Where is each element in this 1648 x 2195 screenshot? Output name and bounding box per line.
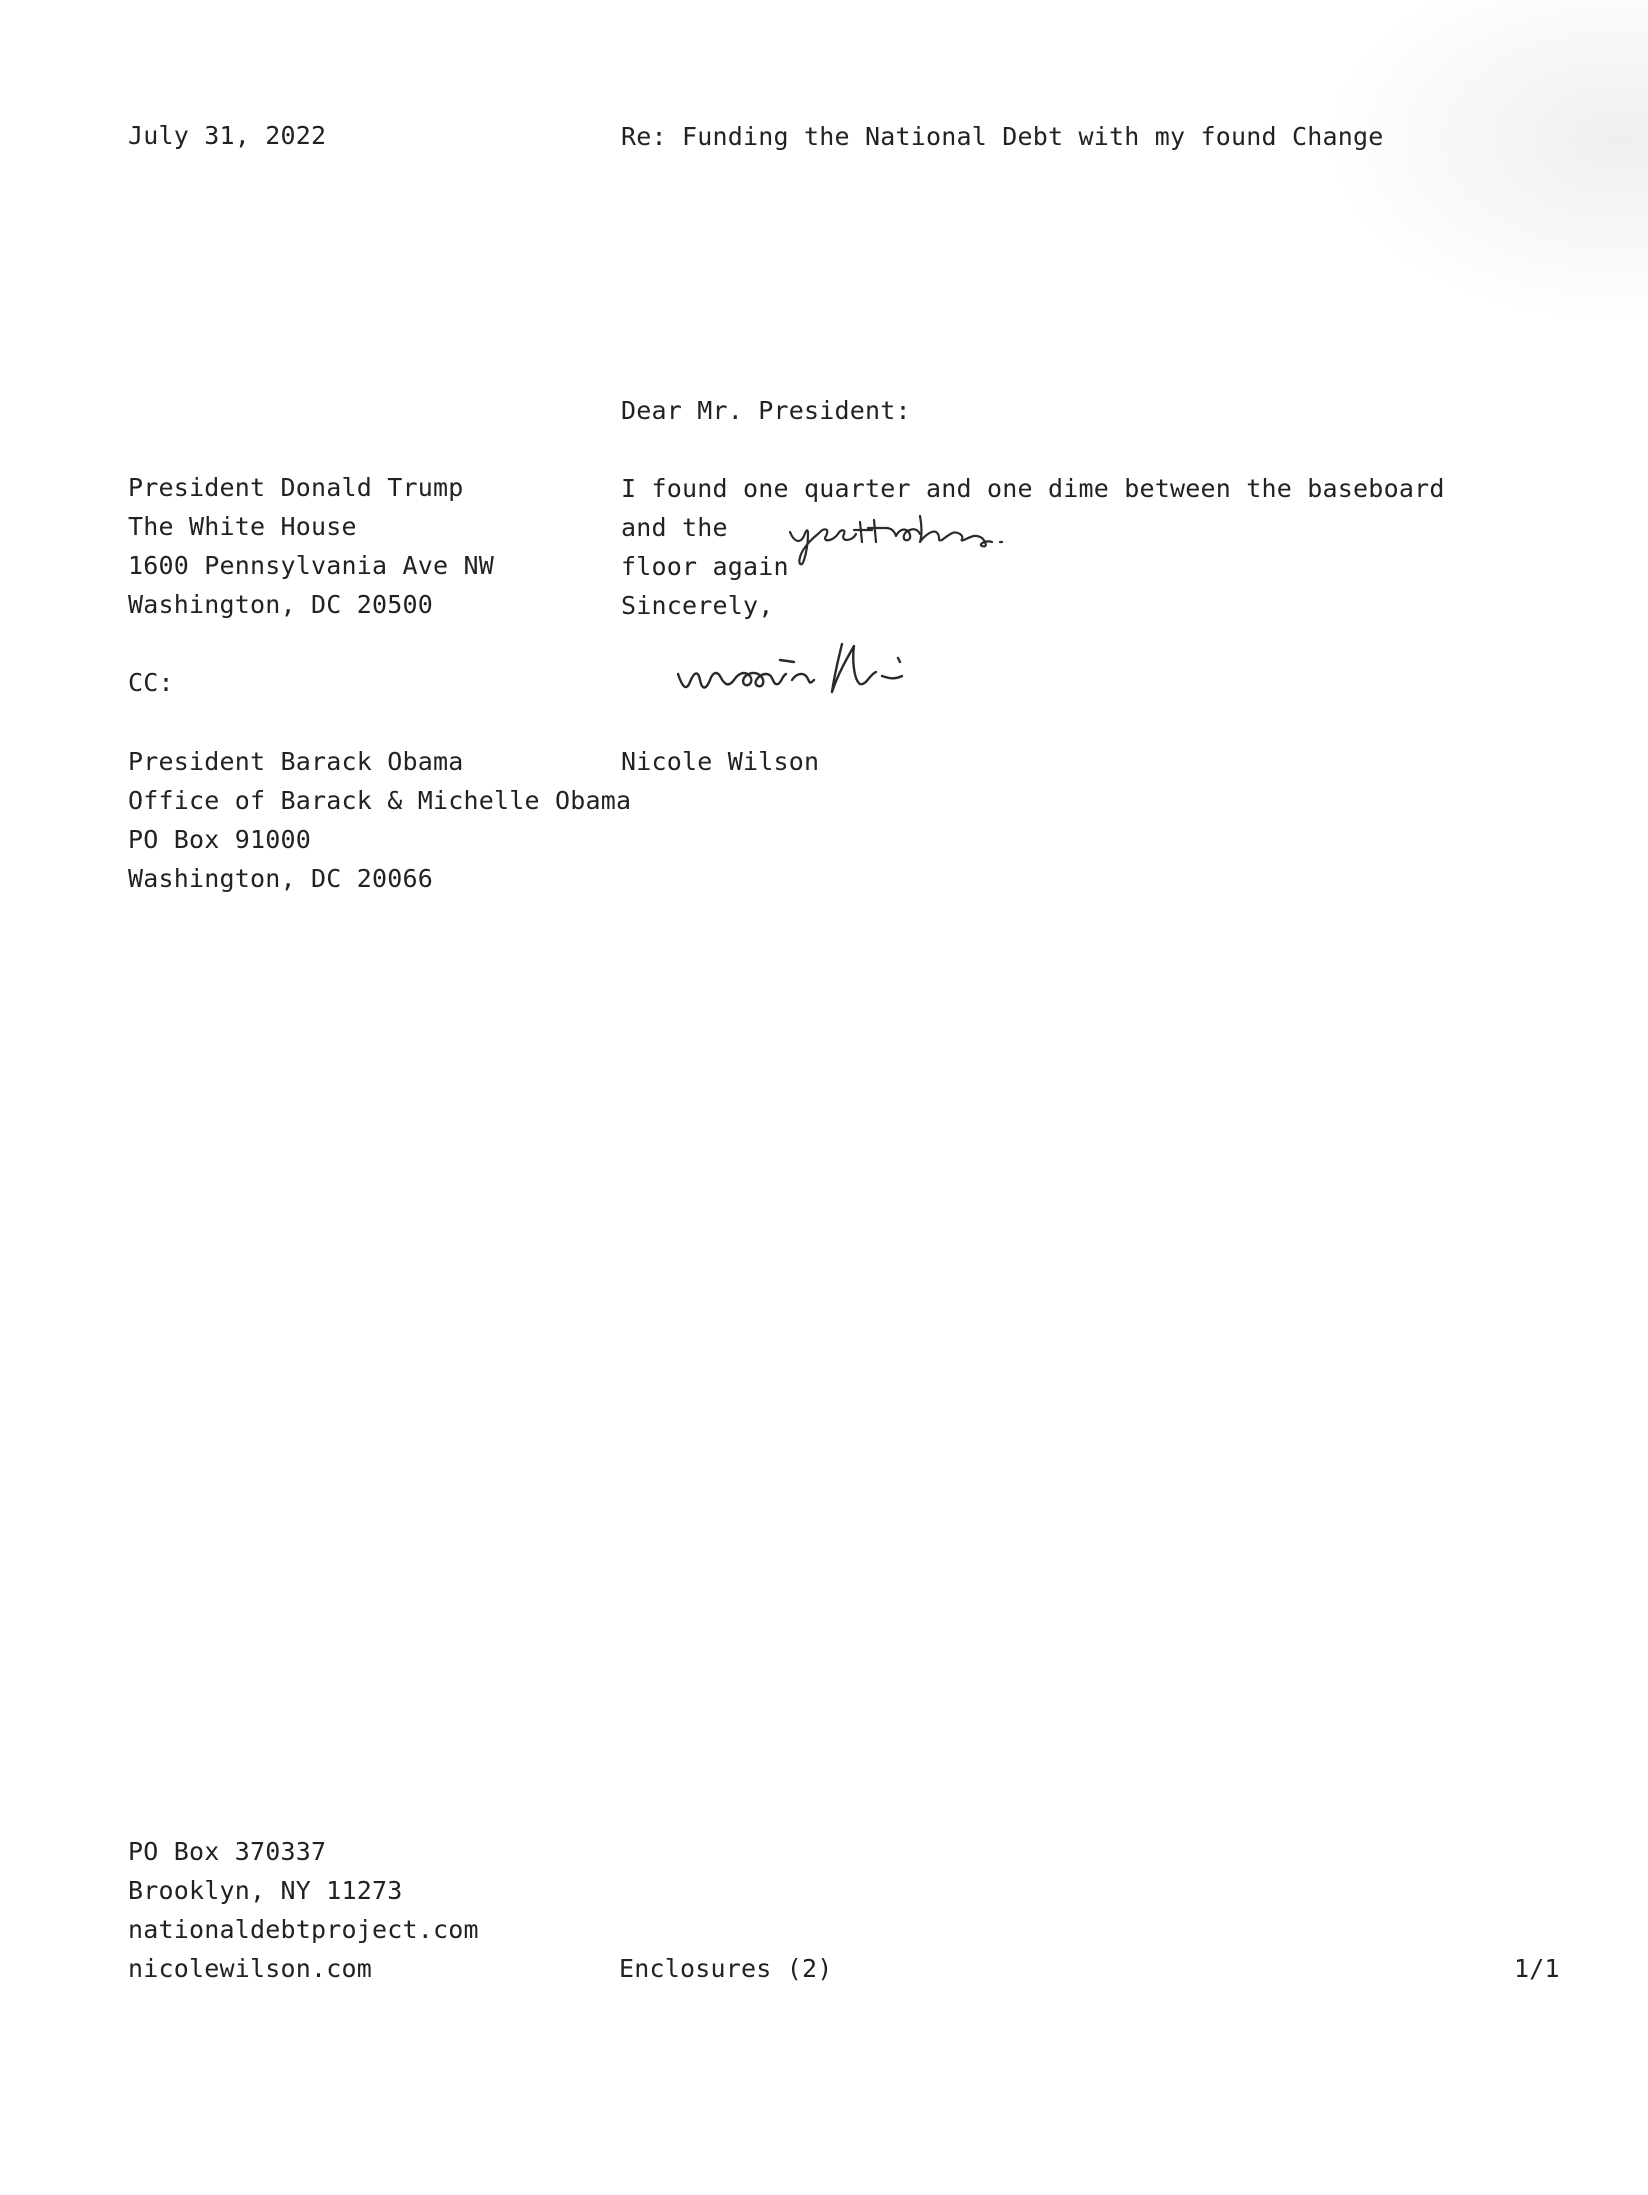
cc-po-box: PO Box 91000	[128, 825, 312, 854]
signer-name: Nicole Wilson	[621, 747, 820, 776]
recipient-city: Washington, DC 20500	[128, 590, 434, 619]
handwritten-yesterday	[786, 508, 1016, 572]
cc-address	[128, 742, 631, 898]
cc-city: Washington, DC 20066	[128, 864, 434, 893]
recipient-org: The White House	[128, 512, 357, 541]
body-line-1: I found one quarter and one dime between the baseboard and the	[621, 474, 1445, 542]
body-line-2: floor again	[621, 552, 789, 581]
recipient-street: 1600 Pennsylvania Ave NW	[128, 551, 495, 580]
page-number: 1/1	[1514, 1954, 1560, 1983]
recipient-address	[128, 468, 494, 624]
sender-address	[128, 1832, 479, 1988]
letter-date: July 31, 2022	[128, 121, 327, 150]
enclosures: Enclosures (2)	[619, 1954, 833, 1983]
subject-line: Re: Funding the National Debt with my found Change	[621, 122, 1384, 151]
cc-office: Office of Barack & Michelle Obama	[128, 786, 632, 815]
salutation: Dear Mr. President:	[621, 396, 911, 425]
sender-website-2: nicolewilson.com	[128, 1954, 373, 1983]
letter-body	[621, 469, 1501, 586]
sender-website-1: nationaldebtproject.com	[128, 1915, 479, 1944]
cc-name: President Barack Obama	[128, 747, 464, 776]
recipient-name: President Donald Trump	[128, 473, 464, 502]
closing: Sincerely,	[621, 591, 774, 620]
cc-label: CC:	[128, 668, 174, 697]
signature	[670, 630, 1000, 714]
sender-po-box: PO Box 370337	[128, 1837, 327, 1866]
sender-city: Brooklyn, NY 11273	[128, 1876, 403, 1905]
